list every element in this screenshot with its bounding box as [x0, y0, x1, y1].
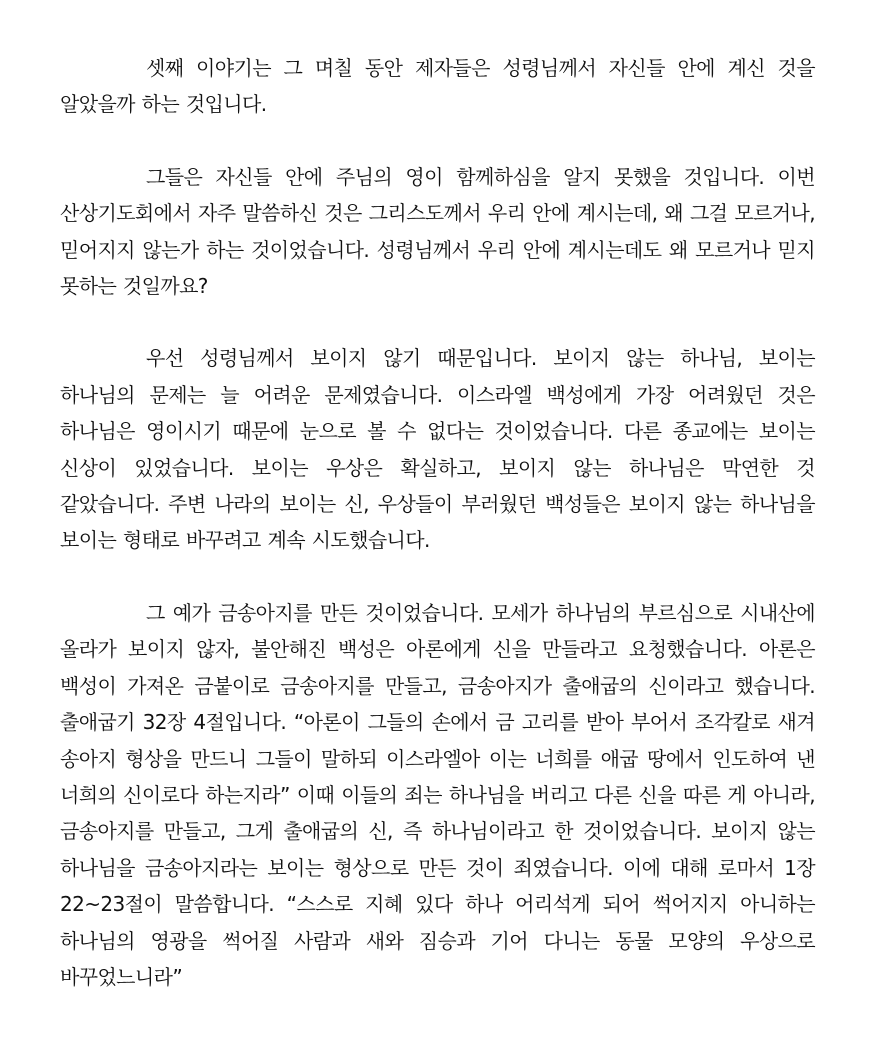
paragraph-2: 그들은 자신들 안에 주님의 영이 함께하심을 알지 못했을 것입니다. 이번 산상기도회에서 자주 말씀하신 것은 그리스도께서 우리 안에 계시는데, 왜 그걸 모르거나, 믿어지지 않는가 하는 것이었습니다. 성령님께서 우리 안에 계시는데도 왜 모르거나 믿지 못하는 것일까요?: [60, 164, 815, 299]
paragraph-4: 그 예가 금송아지를 만든 것이었습니다. 모세가 하나님의 부르심으로 시내산에 올라가 보이지 않자, 불안해진 백성은 아론에게 신을 만들라고 요청했습니다. 아론은 백성이 가져온 금붙이로 금송아지를 만들고, 금송아지가 출애굽의 신이라고 했습니다. 출애굽기 32장 4절입니다. “아론이 그들의 손에서 금 고리를 받아 부어서 조각칼로 새겨 송아지 형상을 만드니 그들이 말하되 이스라엘아 이는 너희를 애굽 땅에서 인도하여 낸 너희의 신이로다 하는지라” 이때 이들의 죄는 하나님을 버리고 다른 신을 따른 게 아니라, 금송아지를 만들고, 그게 출애굽의 신, 즉 하나님이라고 한 것이었습니다. 보이지 않는 하나님을 금송아지라는 보이는 형상으로 만든 것이 죄였습니다. 이에 대해 로마서 1장 22~23절이 말씀합니다. “스스로 지혜 있다 하나 어리석게 되어 썩어지지 아니하는 하나님의 영광을 썩어질 사람과 새와 짐승과 기어 다니는 동물 모양의 우상으로 바꾸었느니라”: [60, 600, 815, 989]
paragraph-3: 우선 성령님께서 보이지 않기 때문입니다. 보이지 않는 하나님, 보이는 하나님의 문제는 늘 어려운 문제였습니다. 이스라엘 백성에게 가장 어려웠던 것은 하나님은 영이시기 때문에 눈으로 볼 수 없다는 것이었습니다. 다른 종교에는 보이는 신상이 있었습니다. 보이는 우상은 확실하고, 보이지 않는 하나님은 막연한 것 같았습니다. 주변 나라의 보이는 신, 우상들이 부러웠던 백성들은 보이지 않는 하나님을 보이는 형태로 바꾸려고 계속 시도했습니다.: [60, 346, 815, 553]
paragraph-1: 셋째 이야기는 그 며칠 동안 제자들은 성령님께서 자신들 안에 계신 것을 알았을까 하는 것입니다.: [60, 56, 815, 117]
